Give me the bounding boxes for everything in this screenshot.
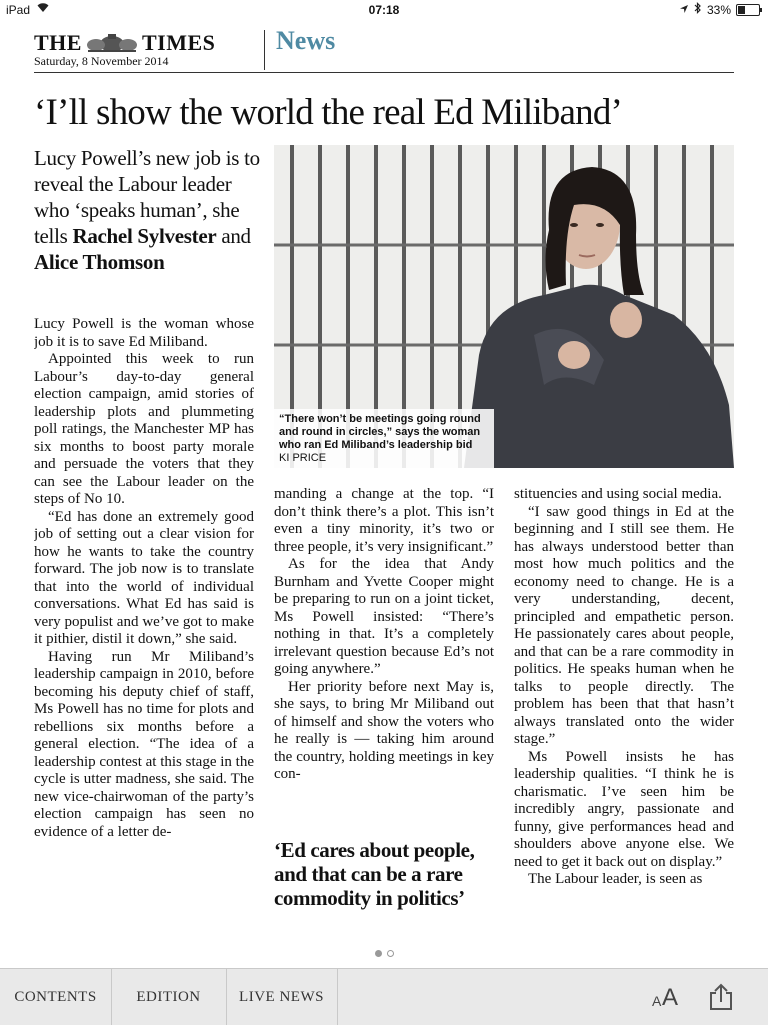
author-2: Alice Thomson <box>34 250 165 274</box>
logo-text-right: TIMES <box>141 30 216 55</box>
author-1: Rachel Sylvester <box>72 224 217 248</box>
share-button[interactable] <box>708 983 734 1011</box>
caption-text: “There won’t be meetings going round and round in circles,” says the woman who ran Ed Miliband’s leadership bid <box>279 413 481 451</box>
paragraph: stituencies and using social media. <box>514 486 722 502</box>
bottom-toolbar <box>0 968 768 1025</box>
battery-icon <box>736 4 760 16</box>
edition-date: Saturday, 8 November 2014 <box>34 54 169 68</box>
masthead-divider <box>264 30 265 70</box>
body-column-2 <box>274 486 494 784</box>
contents-button[interactable]: CONTENTS <box>0 969 112 1025</box>
status-right <box>679 2 760 17</box>
paragraph: Her priority before next May is, she says, to bring Mr Miliband out of himself and show the voters who he really is — taking him around the country, holding meetings in key con- <box>274 678 494 782</box>
battery-percent: 33% <box>706 2 731 17</box>
paragraph: “I saw good things in Ed at the beginning and I still see them. He has always understood better than most how much politics and the economy need to change. He is a very understanding, decent, principled and empathetic person. He passionately cares about people, and that can be a rare commodity in politics. He speaks human when he talks to people directly. The problem has been that that hasn’t always translated onto the wider stage.” <box>514 503 734 747</box>
paragraph: Appointed this week to run Labour’s day-to-day general election campaign, amid stories of leadership plots and plummeting poll ratings, the Manchester MP has six months to boost party morale and persuade the voters that they can see the Labour leader on the steps of No 10. <box>34 351 254 507</box>
standfirst-text: Lucy Powell’s new job is to reveal the Labour leader who ‘speaks human’, she tells <box>34 146 260 248</box>
edition-button[interactable]: EDITION <box>111 969 227 1025</box>
paragraph: Lucy Powell is the woman whose job it is to save Ed Miliband. <box>34 316 254 350</box>
paragraph: As for the idea that Andy Burnham and Yvette Cooper might be preparing to run on a joint ticket, Ms Powell insisted: “There’s nothing in that. It’s a completely irrelevant question because Ed’s not going anywhere.” <box>274 556 494 677</box>
article-headline: ‘I’ll show the world the real Ed Miliband’ <box>34 92 623 133</box>
clock: 07:18 <box>368 3 400 17</box>
live-news-button[interactable]: LIVE NEWS <box>226 969 338 1025</box>
bluetooth-icon <box>694 2 702 17</box>
battery-fill <box>738 6 745 14</box>
logo-text-left: THE <box>34 30 82 55</box>
body-column-1 <box>34 316 254 911</box>
page-dot-2[interactable] <box>387 950 394 957</box>
author-join: and <box>221 224 251 248</box>
royal-crest-icon <box>82 33 142 53</box>
paragraph: The Labour leader, is seen as <box>528 871 703 887</box>
device-label: iPad <box>6 3 31 17</box>
masthead <box>34 26 734 73</box>
font-size-button[interactable] <box>648 981 682 1013</box>
paragraph: Having run Mr Miliband’s leadership campaign in 2010, before becoming his deputy chief of staff, Ms Powell has no time for plots and rebellions six months before a general election. “The idea of a leadership contest at this stage in the cycle is utter madness, she said. The new vice-chairwoman of the party’s election campaign has seen no evidence of a letter de- <box>34 648 254 840</box>
paragraph: manding a change at the top. “I don’t think there’s a plot. This isn’t even a tiny minority, it’s two or three people, it’s very insignificant.” <box>274 486 494 555</box>
paragraph: “Ed has done an extremely good job of setting out a clear vision for how he wants to take the country forward. The job now is to translate that into the world of individual conversations. What Ed has said is very populist and we’ve got to make it pithier, distil it down,” she said. <box>34 508 254 647</box>
page-indicator <box>0 950 768 957</box>
font-big-icon: A <box>662 984 679 1011</box>
standfirst <box>34 145 262 275</box>
photo-credit: KI PRICE <box>279 452 327 464</box>
body-column-3 <box>514 486 734 911</box>
font-small-icon: A <box>652 993 662 1009</box>
times-logo <box>34 30 215 56</box>
photo-caption <box>274 409 494 468</box>
status-bar <box>0 0 768 20</box>
pull-quote: ‘Ed cares about people, and that can be a rare commodity in politics’ <box>274 838 475 910</box>
section-title: News <box>276 26 336 55</box>
paragraph: Ms Powell insists he has leadership qualities. “I think he is charismatic. I’ve seen him be incredibly angry, passionate and funny, give performances head and shoulders above anyone else. We need to get it back out on display.” <box>514 748 734 870</box>
share-icon <box>708 983 734 1011</box>
location-icon <box>679 3 689 17</box>
page-dot-1[interactable] <box>375 950 382 957</box>
